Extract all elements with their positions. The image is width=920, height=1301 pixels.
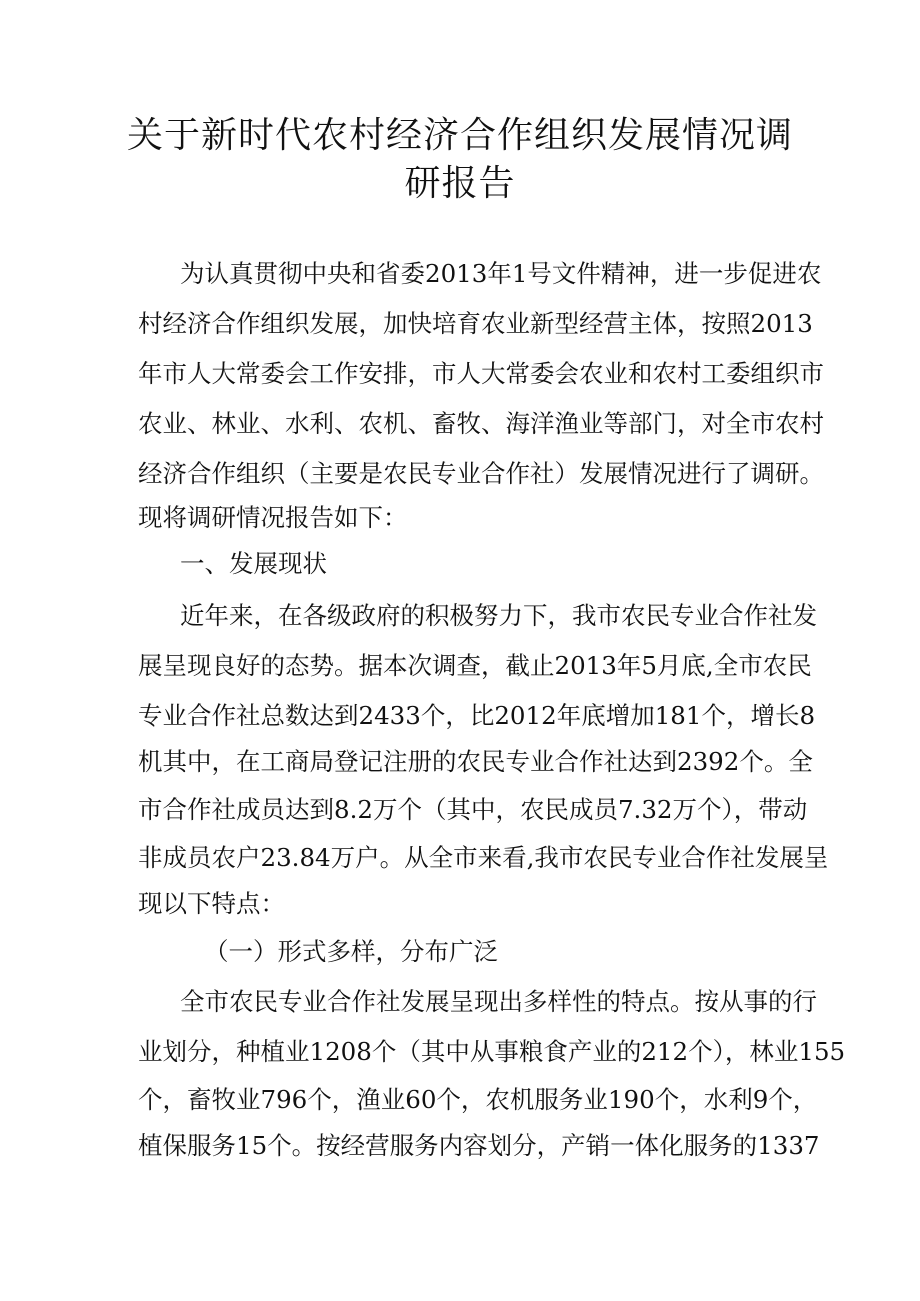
paragraph-line-15: 业划分，种植业1208个（其中从事粮食产业的212个），林业155 <box>138 1037 846 1066</box>
paragraph-line-6: 现将调研情况报告如下： <box>138 503 408 532</box>
paragraph-line-7: 近年来，在各级政府的积极努力下，我市农民专业合作社发 <box>180 601 817 630</box>
paragraph-line-8: 展呈现良好的态势。据本次调查，截止2013年5月底,全市农民 <box>138 651 812 680</box>
paragraph-line-16: 个，畜牧业796个，渔业60个，农机服务业190个，水利9个， <box>138 1085 818 1114</box>
paragraph-line-1: 为认真贯彻中央和省委2013年1号文件精神，进一步促进农 <box>180 259 822 288</box>
paragraph-line-12: 非成员农户23.84万户。从全市来看,我市农民专业合作社发展呈 <box>138 843 829 872</box>
paragraph-line-17: 植保服务15个。按经营服务内容划分，产销一体化服务的1337 <box>138 1131 820 1160</box>
paragraph-line-4: 农业、林业、水利、农机、畜牧、海洋渔业等部门，对全市农村 <box>138 409 824 438</box>
paragraph-line-14: 全市农民专业合作社发展呈现出多样性的特点。按从事的行 <box>180 987 817 1016</box>
paragraph-line-13: 现以下特点： <box>138 889 285 918</box>
paragraph-line-10: 机其中，在工商局登记注册的农民专业合作社达到2392个。全 <box>138 747 813 776</box>
paragraph-line-11: 市合作社成员达到8.2万个（其中，农民成员7.32万个），带动 <box>138 795 808 824</box>
paragraph-line-2: 村经济合作组织发展，加快培育农业新型经营主体，按照2013 <box>138 309 813 338</box>
document-title-line-2: 研报告 <box>404 163 516 204</box>
section-heading-2: （一）形式多样，分布广泛 <box>204 937 498 966</box>
paragraph-line-9: 专业合作社总数达到2433个，比2012年底增加181个，增长8 <box>138 701 816 730</box>
paragraph-line-5: 经济合作组织（主要是农民专业合作社）发展情况进行了调研。 <box>138 459 824 488</box>
paragraph-line-3: 年市人大常委会工作安排，市人大常委会农业和农村工委组织市 <box>138 359 824 388</box>
document-title-line-1: 关于新时代农村经济合作组织发展情况调 <box>126 115 793 156</box>
section-heading-1: 一、发展现状 <box>180 549 327 578</box>
